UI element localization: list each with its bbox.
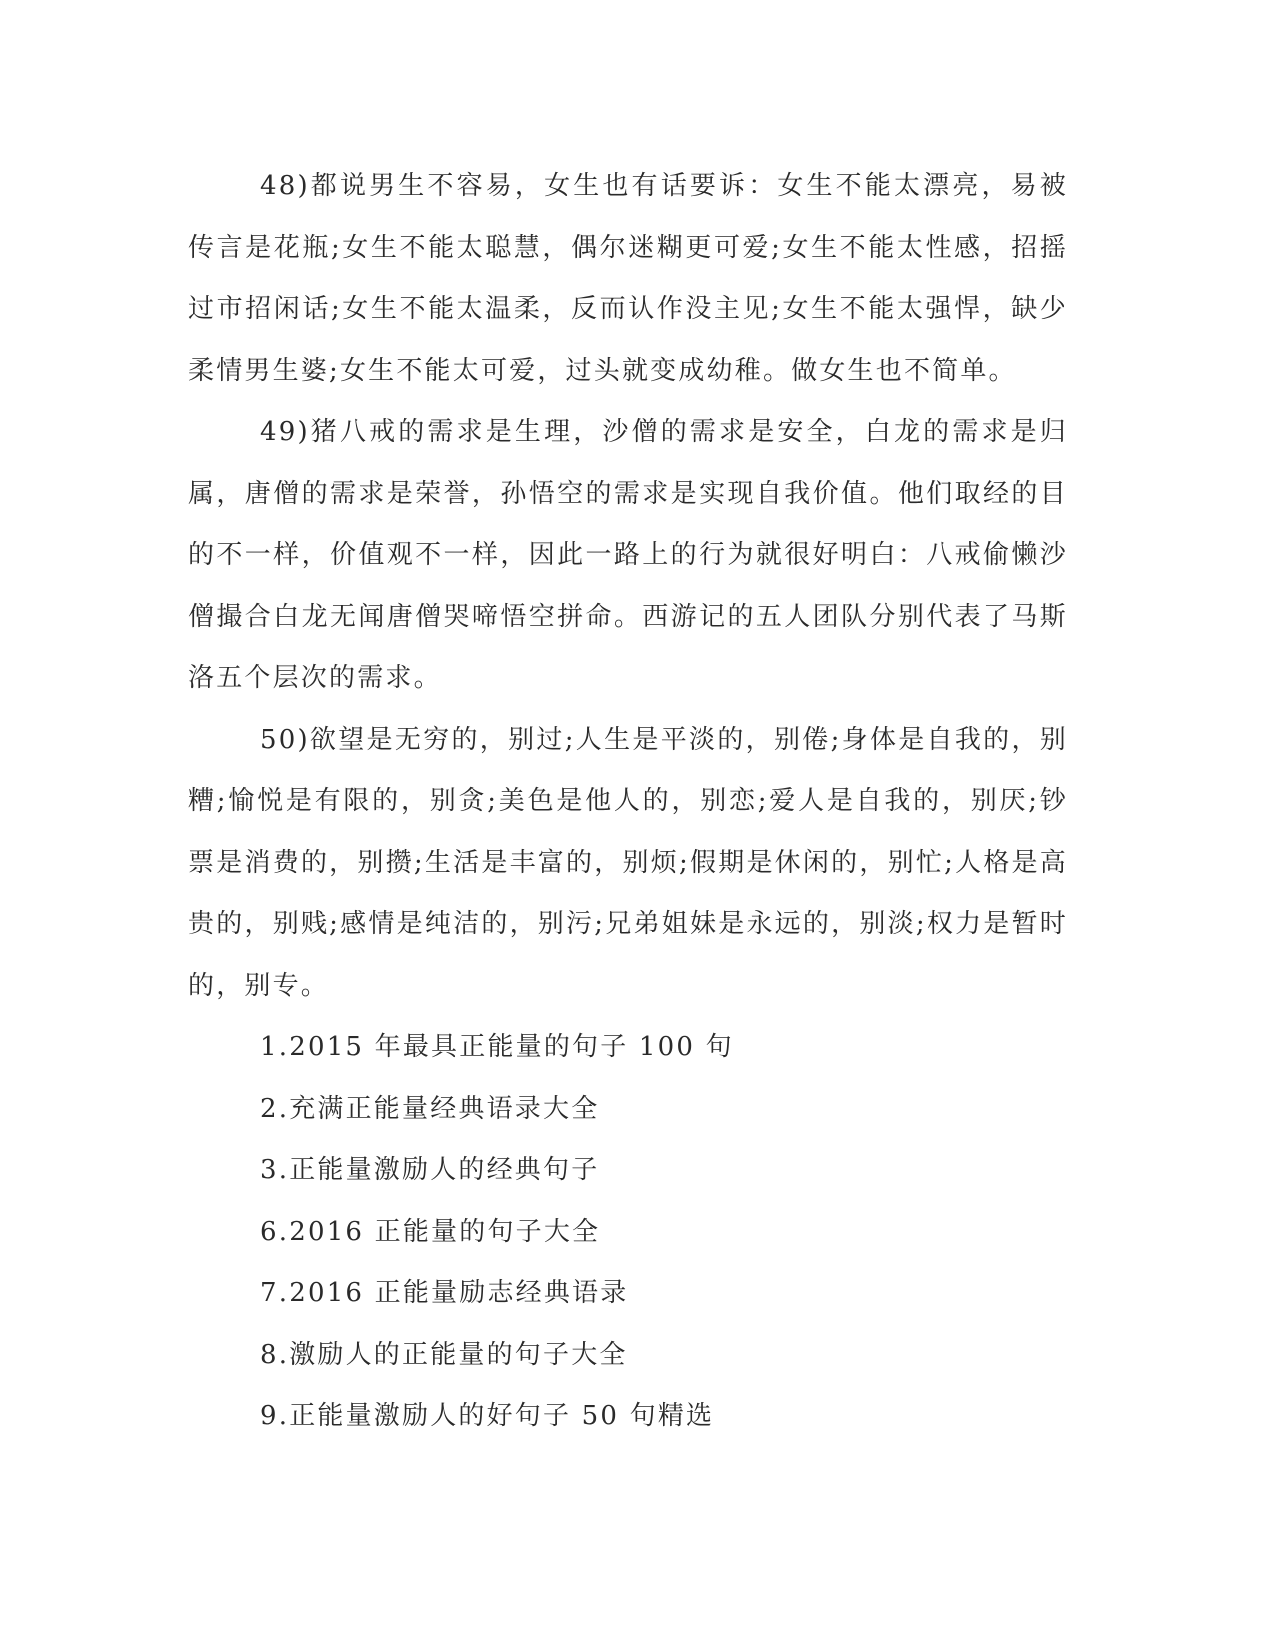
list-item: 2.充满正能量经典语录大全 <box>260 1093 600 1124</box>
paragraph-48: 48)都说男生不容易，女生也有话要诉：女生不能太漂亮，易被传言是花瓶;女生不能太聪慧，偶尔迷糊更可爱;女生不能太性感，招摇过市招闲话;女生不能太温柔，反而认作没主见;女生不能太强悍，缺少柔情男生婆;女生不能太可爱，过头就变成幼稚。做女生也不简单。 <box>188 171 1068 386</box>
list-item: 3.正能量激励人的经典句子 <box>260 1155 600 1185</box>
list-item: 9.正能量激励人的好句子 50 句精选 <box>260 1401 715 1431</box>
list-item: 8.激励人的正能量的句子大全 <box>260 1339 628 1370</box>
list-item: 7.2016 正能量励志经典语录 <box>260 1278 629 1308</box>
related-articles-list <box>188 1017 1068 1448</box>
paragraph-50: 50)欲望是无穷的，别过;人生是平淡的，别倦;身体是自我的，别糟;愉悦是有限的，别贪;美色是他人的，别恋;爱人是自我的，别厌;钞票是消费的，别攒;生活是丰富的，别烦;假期是休闲的，别忙;人格是高贵的，别贱;感情是纯洁的，别污;兄弟姐妹是永远的，别淡;权力是暂时的，别专。 <box>188 724 1068 1001</box>
document-content <box>188 156 1068 1448</box>
list-item: 1.2015 年最具正能量的句子 100 句 <box>260 1032 734 1062</box>
paragraph-49: 49)猪八戒的需求是生理，沙僧的需求是安全，白龙的需求是归属，唐僧的需求是荣誉，孙悟空的需求是实现自我价值。他们取经的目的不一样，价值观不一样，因此一路上的行为就很好明白：八戒偷懒沙僧撮合白龙无闻唐僧哭啼悟空拼命。西游记的五人团队分别代表了马斯洛五个层次的需求。 <box>188 417 1068 693</box>
list-item: 6.2016 正能量的句子大全 <box>260 1216 601 1247</box>
